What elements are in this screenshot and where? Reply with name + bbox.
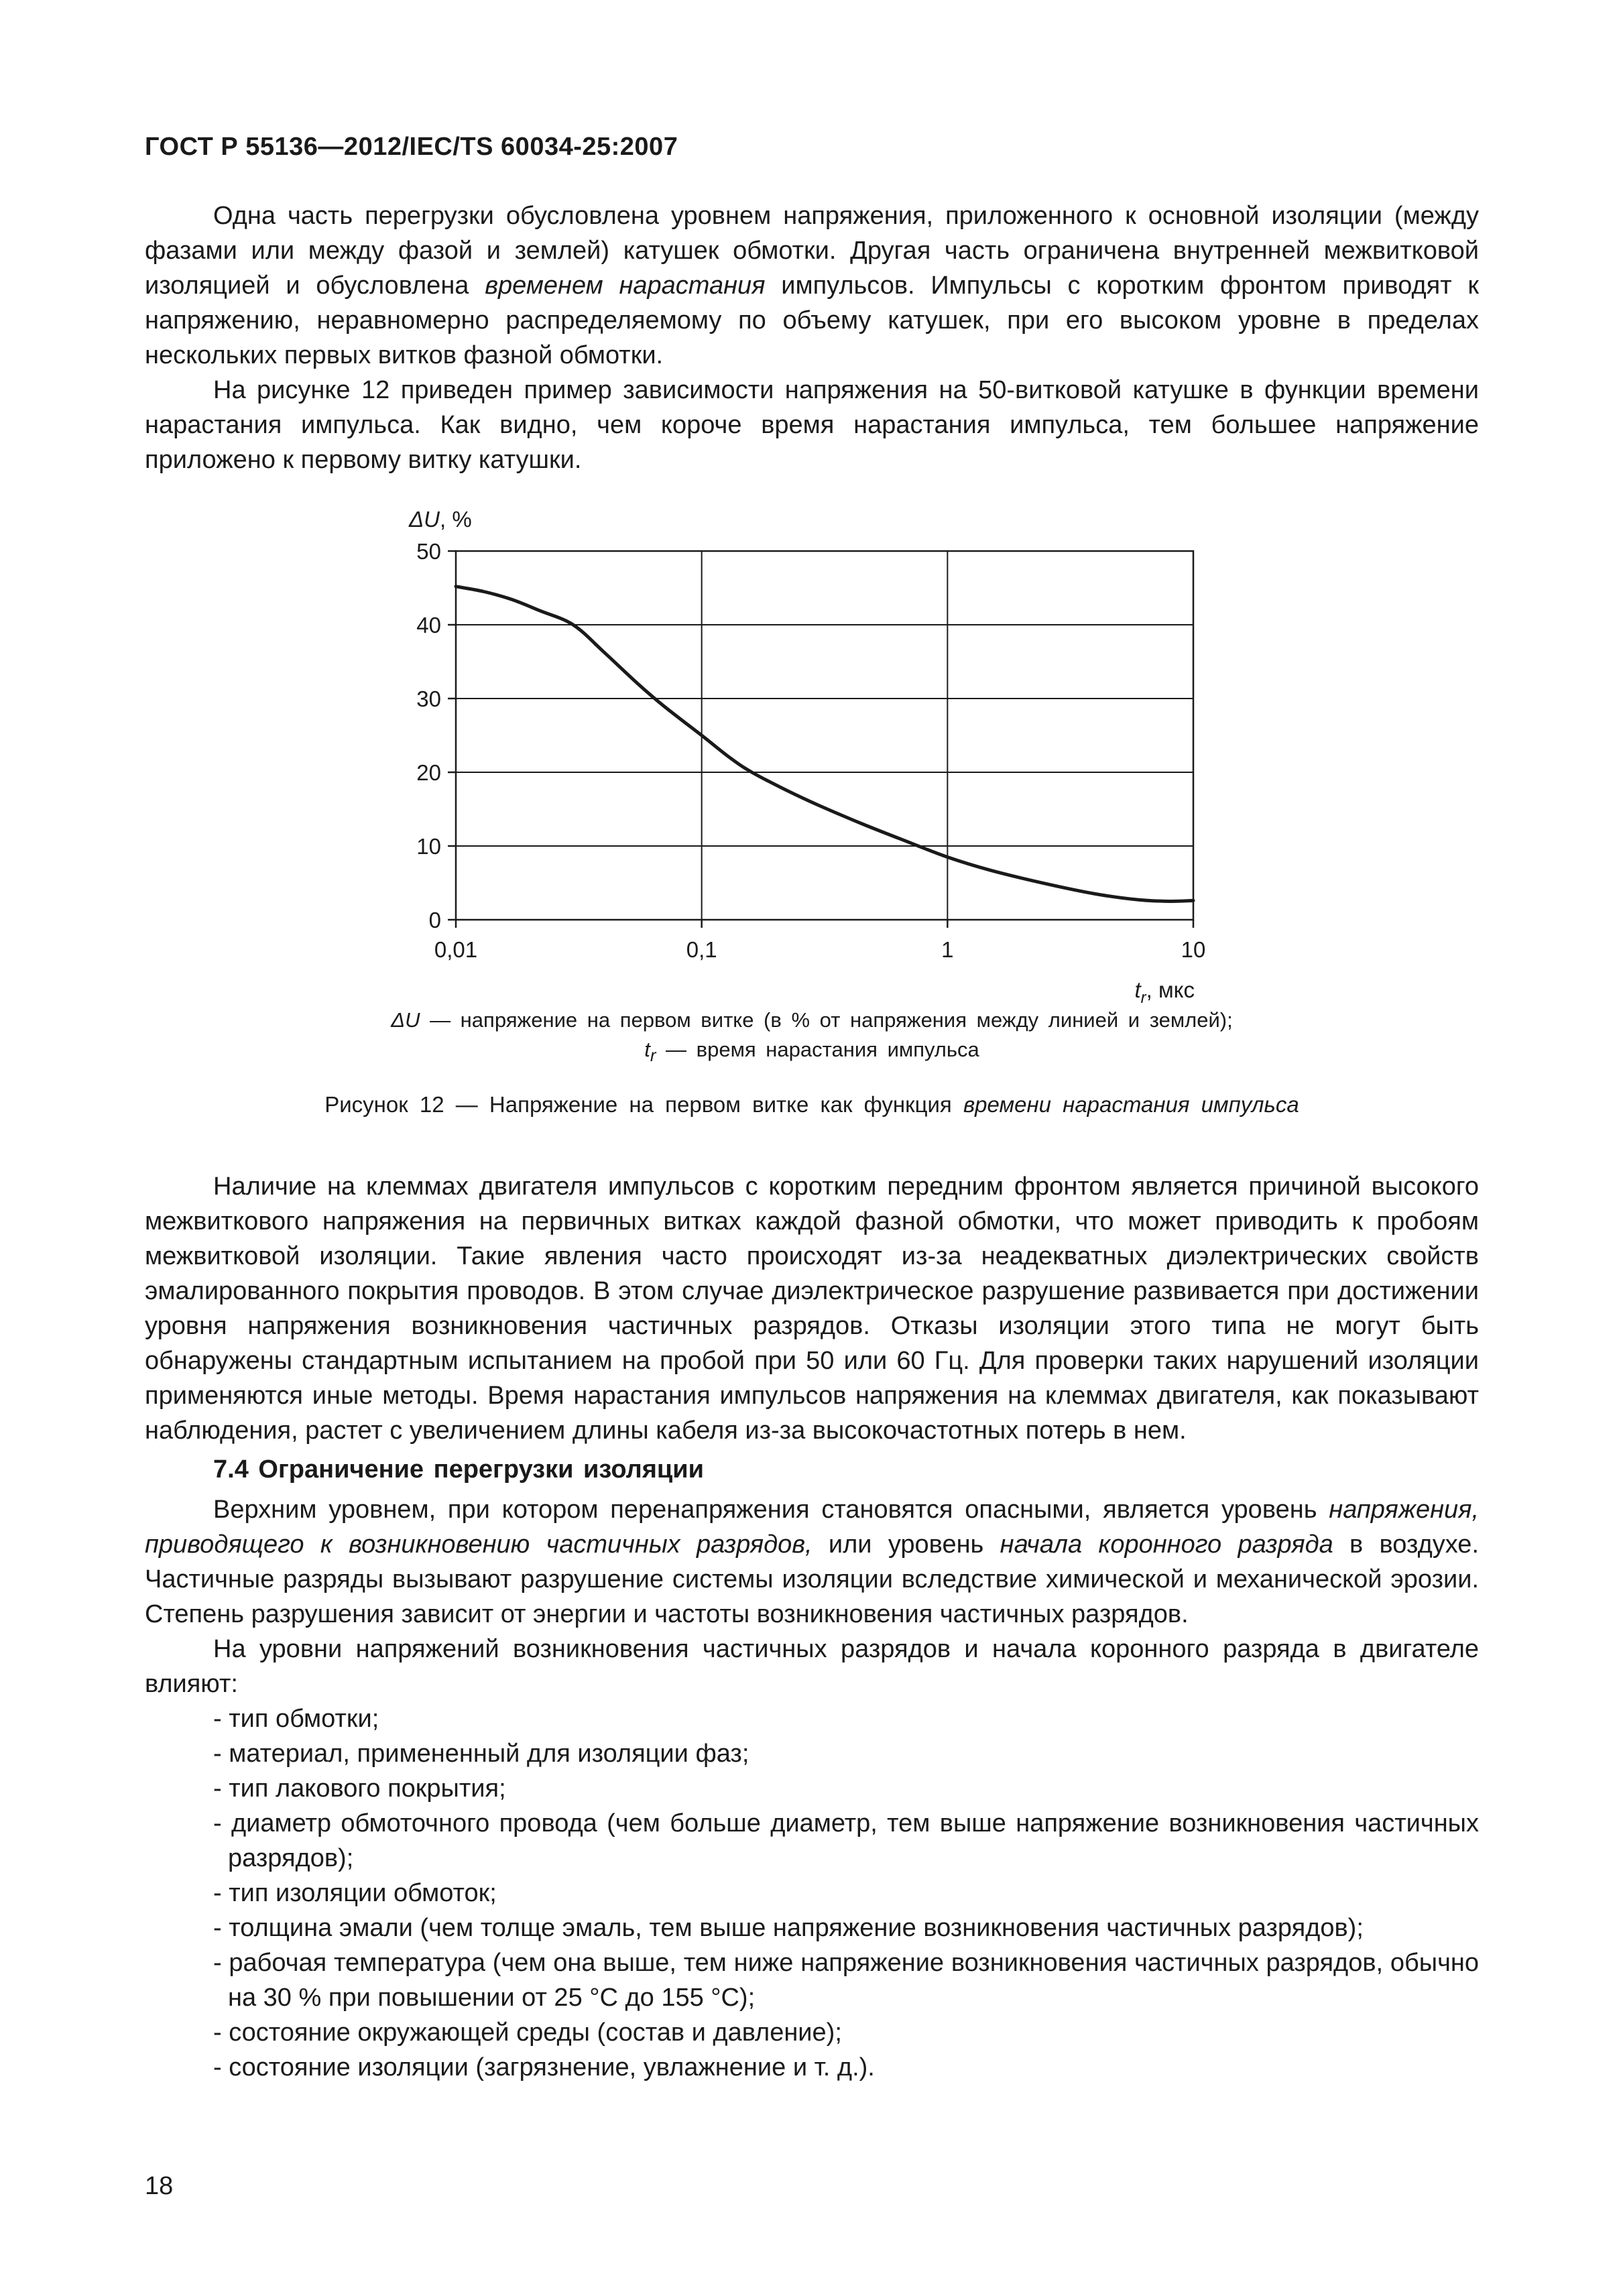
list-item: - рабочая температура (чем она выше, тем ниже напряжение возникновения частичных разрядов, обычно на 30 % при повышении от 25 °С до 155 °С); [213,1949,1479,2012]
x-axis-label [1134,977,1195,1007]
list-item: - толщина эмали (чем толще эмаль, тем выше напряжение возникновения частичных разрядов); [213,1914,1364,1942]
x-tick-label: 1 [941,937,954,962]
text-run: Наличие на клеммах двигателя импульсов с коротким передним фронтом является причиной высокого межвиткового напряжения на первичных витках каждой фазной обмотки, что может приводить к пробоям межвитковой изоляции. Такие явления часто происходят из-за неадекватных диэлектрических свойств эмалированного покрытия проводов. В этом случае диэлектрическое разрушение развивается при достижении уровня напряжения возникновения частичных разрядов. Отказы изоляции этого типа не могут быть обнаружены стандартным испытанием на пробой при 50 или 60 Гц. Для проверки таких нарушений изоляции применяются иные методы. Время нарастания импульсов напряжения на клеммах двигателя, как показывают наблюдения, растет с увеличением длины кабеля из-за высокочастотных потерь в нем. [145,1172,1479,1445]
y-tick-label: 30 [416,686,441,711]
text-run: в воздухе. Частичные разряды вызывают разрушение системы изоляции вследствие химической и механической эрозии. Степень разрушения зависит от энергии и частоты возникновения частичных разрядов. [145,1530,1480,1628]
y-tick-label: 10 [416,834,441,859]
figure-legend-delta-u [145,1006,1479,1035]
paragraph-figure-reference [145,373,1479,477]
legend-t-symbol: t [644,1038,650,1061]
section-heading-7-4: 7.4 Ограничение перегрузки изоляции [213,1455,705,1484]
series-line-0 [456,587,1193,902]
influence-list [145,1701,1479,2085]
y-tick-label: 40 [416,613,441,638]
figure-12 [362,489,1354,1093]
text-run: Одна часть перегрузки обусловлена уровнем напряжения, приложенного к основной изоляции (между фазами или между фазой и землей) катушек обмотки. Другая часть ограничена внутренней межвитковой изоляцией и обусловлена [145,202,1479,300]
list-item: - диаметр обмоточного провода (чем больше диаметр, тем выше напряжение возникновения частичных разрядов); [213,1809,1479,1872]
document-header: ГОСТ Р 55136—2012/IEC/TS 60034-25:2007 [145,133,678,161]
y-axis-unit: , % [439,507,472,532]
italic-term: напряжения, приводящего к возникновению частичных разрядов, [145,1496,1479,1559]
voltage-rise-time-chart [362,489,1354,1007]
x-tick-label: 0,1 [686,937,717,962]
legend-rise-time-text: — время нарастания импульса [656,1038,979,1061]
list-item: - состояние изоляции (загрязнение, увлажнение и т. д.). [213,2053,875,2081]
list-item: - материал, примененный для изоляции фаз; [213,1740,749,1768]
text-run: или уровень [812,1530,1000,1559]
paragraph-overload [145,198,1479,373]
x-axis-subscript: r [1140,989,1146,1007]
figure-title-italic: времени нарастания импульса [963,1092,1299,1117]
list-item: - тип лакового покрытия; [213,1774,506,1803]
body-section [145,1169,1479,2085]
text-run: На уровни напряжений возникновения частичных разрядов и начала коронного разряда в двигателе влияют: [145,1635,1479,1698]
y-axis-label [408,507,472,532]
figure-title-prefix: Рисунок 12 — Напряжение на первом витке как функция [324,1092,963,1117]
list-item: - состояние окружающей среды (состав и давление); [213,2018,842,2047]
legend-delta-u-symbol: ΔU [391,1008,420,1032]
paragraph-influencing-factors [145,1632,1479,1701]
list-item: - тип обмотки; [213,1705,379,1733]
x-axis-unit: , мкс [1146,977,1195,1002]
intro-section [145,198,1479,477]
x-tick-label: 10 [1181,937,1206,962]
text-run: импульсов. Импульсы с коротким фронтом приводят к напряжению, неравномерно распределяемому по объему катушек, при его высоком уровне в пределах нескольких первых витков фазной обмотки. [145,271,1480,369]
italic-term: начала коронного разряда [1000,1530,1333,1559]
page-number: 18 [145,2172,174,2200]
legend-delta-u-text: — напряжение на первом витке (в % от напряжения между линией и землей); [420,1008,1233,1032]
figure-title [145,1090,1479,1120]
y-tick-label: 20 [416,760,441,785]
plot-frame [456,551,1193,920]
paragraph-short-front-pulses [145,1169,1479,1448]
y-tick-label: 50 [416,539,441,564]
paragraph-upper-level [145,1492,1479,1632]
figure-legend-rise-time [145,1035,1479,1071]
y-tick-label: 0 [428,908,441,932]
legend-t-subscript: r [650,1046,656,1066]
list-item: - тип изоляции обмоток; [213,1879,497,1907]
italic-term: временем нарастания [485,271,766,300]
x-axis-symbol: t [1134,977,1141,1002]
x-tick-label: 0,01 [434,937,478,962]
text-run: На рисунке 12 приведен пример зависимости напряжения на 50-витковой катушке в функции времени нарастания импульса. Как видно, чем короче время нарастания импульса, тем большее напряжение приложено к первому витку катушки. [145,376,1479,474]
y-axis-symbol: ΔU [409,507,440,532]
text-run: Верхним уровнем, при котором перенапряжения становятся опасными, является уровень [213,1496,1329,1524]
